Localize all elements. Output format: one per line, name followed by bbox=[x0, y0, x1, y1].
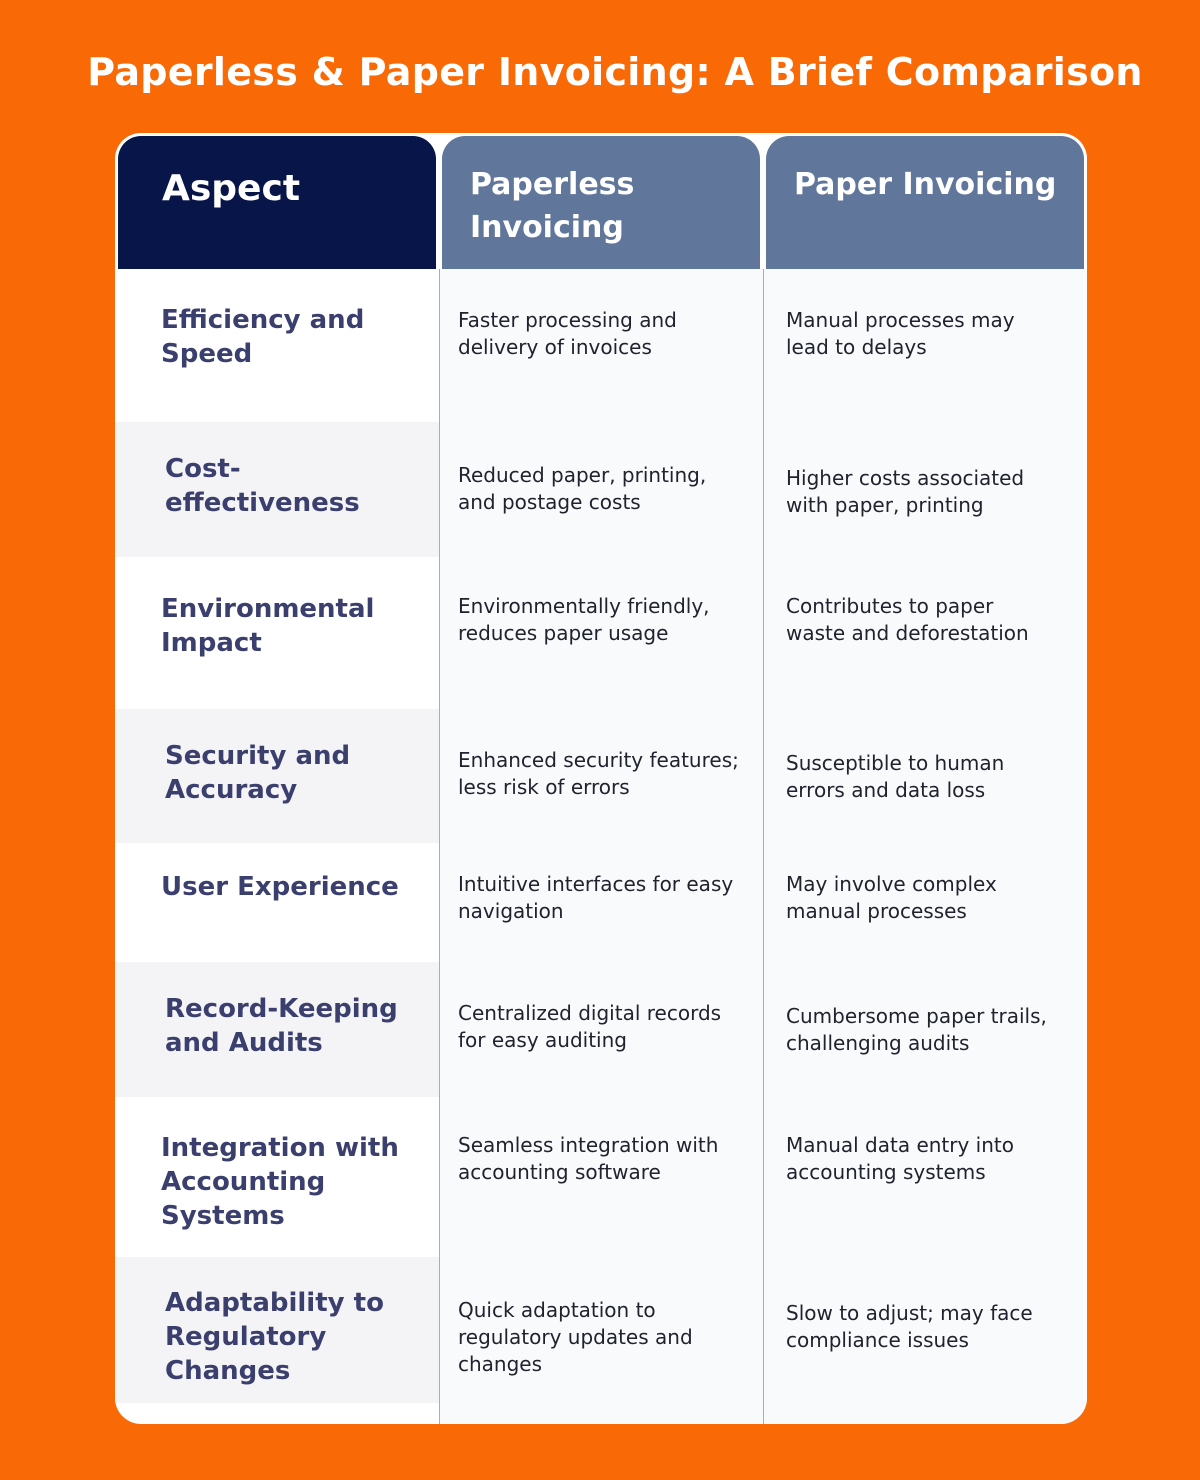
page-title: Paperless & Paper Invoicing: A Brief Comparison bbox=[87, 50, 1143, 94]
paper-cell: Susceptible to human errors and data loss bbox=[786, 751, 1005, 802]
comparison-table bbox=[115, 133, 1087, 1424]
header-paperless: Paperless Invoicing bbox=[470, 167, 635, 245]
table-row bbox=[115, 709, 1087, 843]
paper-cell: Higher costs associated with paper, printing bbox=[786, 466, 1025, 517]
table-row bbox=[115, 843, 1087, 962]
aspect-cell: Security and Accuracy bbox=[165, 741, 351, 805]
table-row bbox=[115, 1257, 1087, 1403]
table-row bbox=[115, 962, 1087, 1097]
header-paper: Paper Invoicing bbox=[763, 133, 1087, 269]
header-aspect: Aspect bbox=[115, 133, 439, 269]
paper-cell: Cumbersome paper trails, challenging audits bbox=[786, 1004, 1047, 1055]
paperless-cell: Environmentally friendly, reduces paper usage bbox=[458, 594, 710, 645]
paper-cell: Manual data entry into accounting systems bbox=[786, 1133, 1014, 1184]
paperless-cell: Reduced paper, printing, and postage costs bbox=[458, 463, 707, 514]
paper-cell: Manual processes may lead to delays bbox=[786, 308, 1015, 359]
aspect-cell: Environmental Impact bbox=[161, 594, 375, 658]
paperless-cell: Centralized digital records for easy auditing bbox=[458, 1001, 722, 1052]
table-row bbox=[115, 269, 1087, 422]
paper-cell: May involve complex manual processes bbox=[786, 872, 997, 923]
paper-cell: Slow to adjust; may face compliance issues bbox=[786, 1301, 1033, 1352]
aspect-cell: Adaptability to Regulatory Changes bbox=[165, 1288, 384, 1386]
aspect-cell: Integration with Accounting Systems bbox=[161, 1133, 399, 1231]
paperless-cell: Enhanced security features; less risk of errors bbox=[458, 748, 739, 799]
paperless-cell: Seamless integration with accounting software bbox=[458, 1133, 719, 1184]
table-row bbox=[115, 1097, 1087, 1257]
aspect-cell: User Experience bbox=[161, 872, 399, 902]
paper-cell: Contributes to paper waste and deforestation bbox=[786, 594, 1029, 645]
column-divider bbox=[763, 269, 764, 1424]
paperless-cell: Intuitive interfaces for easy navigation bbox=[458, 872, 734, 923]
paperless-cell: Faster processing and delivery of invoices bbox=[458, 308, 677, 359]
column-divider bbox=[439, 269, 440, 1424]
paperless-cell: Quick adaptation to regulatory updates and changes bbox=[458, 1298, 693, 1376]
aspect-cell: Cost-effectiveness bbox=[165, 454, 360, 518]
aspect-cell: Record-Keeping and Audits bbox=[165, 994, 398, 1058]
aspect-cell: Efficiency and Speed bbox=[161, 305, 365, 369]
table-row bbox=[115, 557, 1087, 709]
table-row bbox=[115, 422, 1087, 557]
